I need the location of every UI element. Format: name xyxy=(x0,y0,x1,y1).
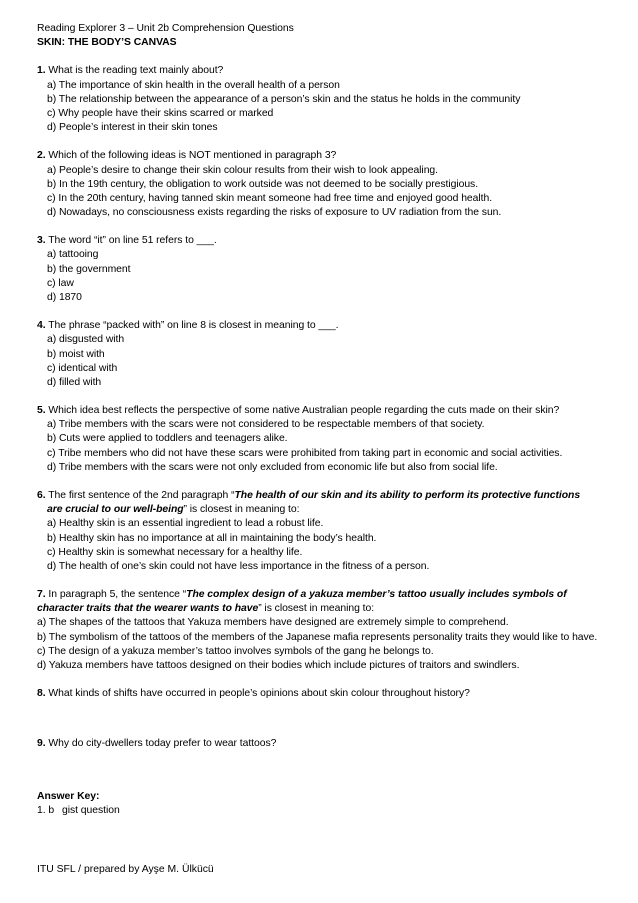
question-4 xyxy=(37,319,607,390)
option: c) identical with xyxy=(47,362,118,374)
question-1 xyxy=(37,64,607,135)
document-title: SKIN: THE BODY’S CANVAS xyxy=(37,37,177,49)
option: d) Tribe members with the scars were not only excluded from economic life but also from social life. xyxy=(47,461,498,473)
question-9 xyxy=(37,737,607,751)
question-text-suffix: ” is closest in meaning to: xyxy=(183,504,300,516)
option: c) In the 20th century, having tanned skin meant someone had free time and enjoyed good health. xyxy=(47,192,493,204)
quoted-sentence-continued: are crucial to our well-being xyxy=(47,504,184,516)
question-text: Why do city-dwellers today prefer to wear tattoos? xyxy=(48,738,277,750)
answer-space[interactable] xyxy=(37,701,607,737)
option: a) The importance of skin health in the overall health of a person xyxy=(47,79,340,91)
option: d) People’s interest in their skin tones xyxy=(47,122,218,134)
option: b) The symbolism of the tattoos of the members of the Japanese mafia represents personality traits they would like to have. xyxy=(37,631,598,643)
answer-key-row xyxy=(37,804,607,818)
option: d) Nowadays, no consciousness exists regarding the risks of exposure to UV radiation from the sun. xyxy=(47,207,502,218)
quoted-sentence-continued: character traits that the wearer wants to have xyxy=(37,603,259,615)
footer-credit: ITU SFL / prepared by Ayşe M. Ülkücü xyxy=(37,864,214,875)
option: a) Healthy skin is an essential ingredient to lead a robust life. xyxy=(47,518,324,530)
option: b) the government xyxy=(47,263,131,275)
option: c) Why people have their skins scarred or marked xyxy=(47,107,274,119)
option: b) In the 19th century, the obligation to work outside was not deemed to be socially prestigious. xyxy=(47,178,479,190)
question-text: The word “it” on line 51 refers to ___. xyxy=(48,235,217,247)
question-text: Which of the following ideas is NOT mentioned in paragraph 3? xyxy=(48,150,337,162)
answer-key xyxy=(37,790,607,818)
question-number: 7. xyxy=(37,589,46,601)
option: c) The design of a yakuza member’s tattoo involves symbols of the gang he belongs to. xyxy=(37,645,434,657)
option: c) Healthy skin is somewhat necessary for a healthy life. xyxy=(47,546,303,558)
question-number: 1. xyxy=(37,65,46,77)
answer-space[interactable] xyxy=(37,752,607,790)
answer-key-answer: 1. b xyxy=(37,804,55,816)
question-6 xyxy=(37,489,607,574)
option: d) 1870 xyxy=(47,291,82,303)
question-number: 2. xyxy=(37,150,46,162)
question-text: What is the reading text mainly about? xyxy=(48,65,224,77)
course-header: Reading Explorer 3 – Unit 2b Comprehension Questions xyxy=(37,23,294,34)
question-text-prefix: The first sentence of the 2nd paragraph “ xyxy=(48,490,235,502)
question-5 xyxy=(37,404,607,475)
question-7 xyxy=(37,588,607,673)
option: d) filled with xyxy=(47,376,102,388)
option: b) moist with xyxy=(47,348,105,360)
question-number: 9. xyxy=(37,738,46,750)
document-body xyxy=(37,22,607,818)
option: a) The shapes of the tattoos that Yakuza members have designed are extremely simple to comprehend. xyxy=(37,617,509,629)
question-3 xyxy=(37,234,607,305)
question-2 xyxy=(37,149,607,220)
question-number: 3. xyxy=(37,235,46,247)
option: c) Tribe members who did not have these scars were prohibited from taking part in economic and social activities. xyxy=(47,447,563,459)
option: c) law xyxy=(47,277,74,289)
option: d) The health of one’s skin could not have less importance in the fitness of a person. xyxy=(47,560,430,572)
answer-key-note: gist question xyxy=(62,804,120,816)
question-text: What kinds of shifts have occurred in people’s opinions about skin colour throughout history? xyxy=(48,688,470,700)
question-text-suffix: ” is closest in meaning to: xyxy=(258,603,375,615)
question-number: 5. xyxy=(37,405,46,417)
option: b) Cuts were applied to toddlers and teenagers alike. xyxy=(47,433,288,445)
option: a) People’s desire to change their skin colour results from their wish to look appealing. xyxy=(47,164,438,176)
option: a) disgusted with xyxy=(47,334,125,346)
question-text: Which idea best reflects the perspective of some native Australian people regarding the cuts made on their skin? xyxy=(48,405,560,417)
quoted-sentence: The complex design of a yakuza member’s tattoo usually includes symbols of xyxy=(186,589,567,601)
option: d) Yakuza members have tattoos designed on their bodies which include pictures of traitors and swindlers. xyxy=(37,659,520,671)
question-text-prefix: In paragraph 5, the sentence “ xyxy=(48,589,187,601)
question-number: 4. xyxy=(37,320,46,332)
option: b) Healthy skin has no importance at all in maintaining the body’s health. xyxy=(47,532,377,544)
question-8 xyxy=(37,687,607,701)
question-text: The phrase “packed with” on line 8 is closest in meaning to ___. xyxy=(48,320,339,332)
option: b) The relationship between the appearance of a person’s skin and the status he holds in the community xyxy=(47,93,521,105)
question-number: 6. xyxy=(37,490,46,502)
option: a) Tribe members with the scars were not considered to be respectable members of that society. xyxy=(47,419,485,431)
option: a) tattooing xyxy=(47,249,99,261)
question-number: 8. xyxy=(37,688,46,700)
quoted-sentence: The health of our skin and its ability to perform its protective functions xyxy=(234,490,581,502)
answer-key-heading: Answer Key: xyxy=(37,790,100,802)
